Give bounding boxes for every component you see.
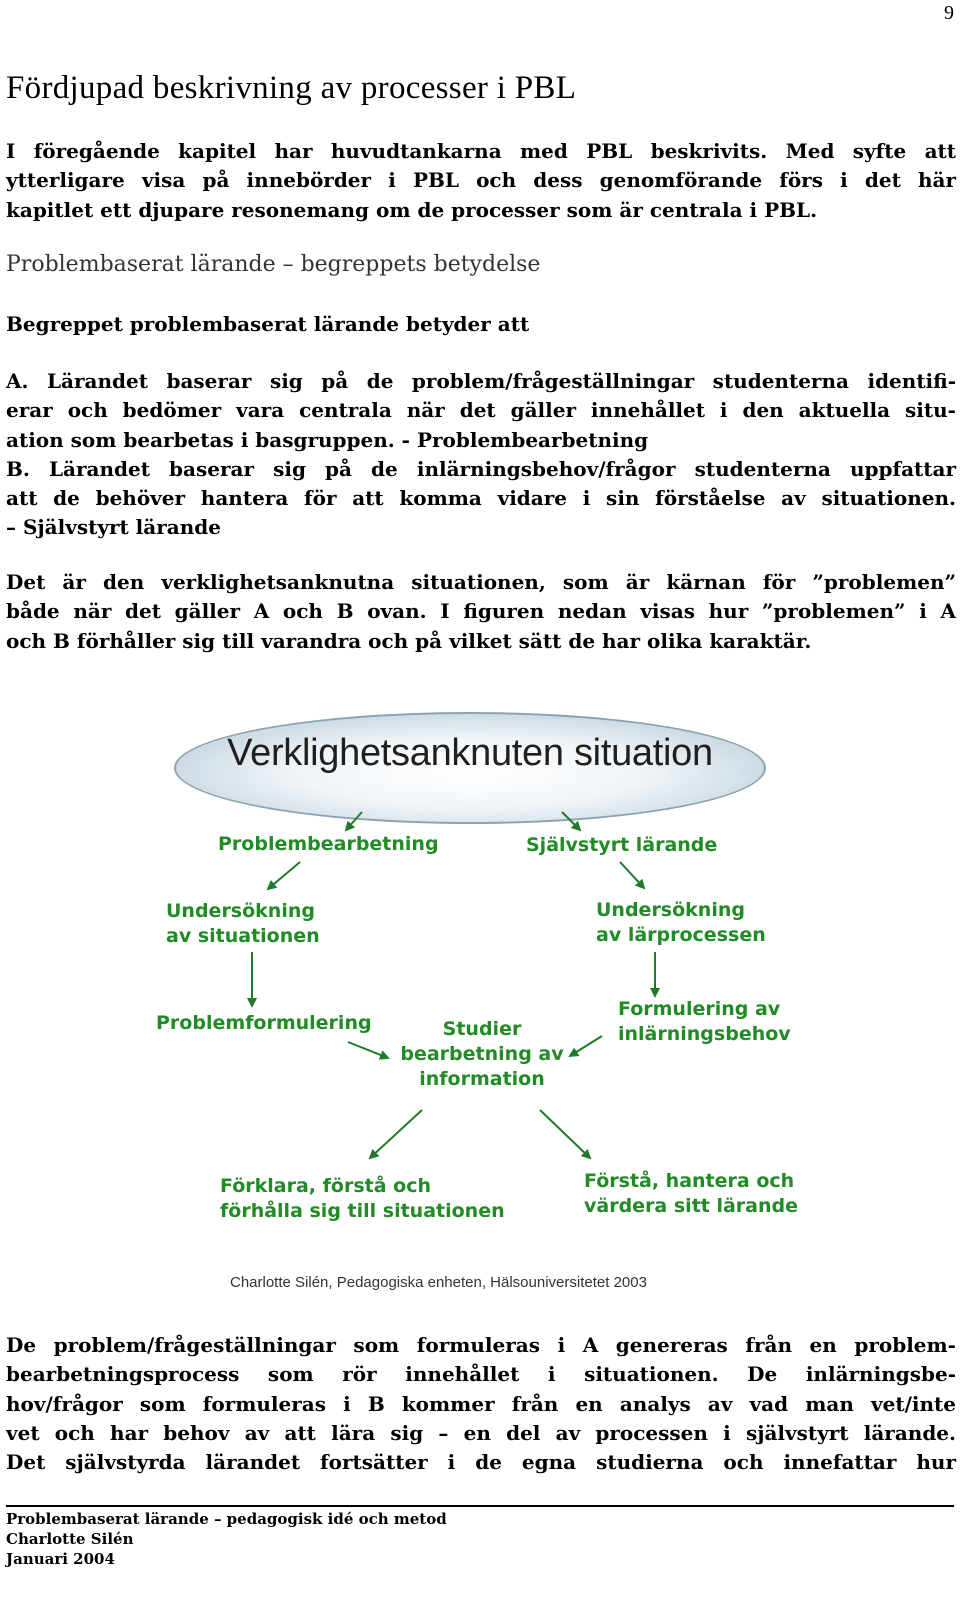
section-heading: Problembaserat lärande – begreppets betydelse <box>6 252 541 277</box>
closing-line: De problem/frågeställningar som formuleras i A genereras från en problem- <box>6 1333 956 1357</box>
definition-line: B. Lärandet baserar sig på de inlärningsbehov/frågor studenterna uppfattar <box>6 456 956 481</box>
left-formulation: Problemformulering <box>156 1012 372 1034</box>
footer-title: Problembaserat lärande – pedagogisk idé och metod <box>6 1510 447 1528</box>
context-line: både när det gäller A och B ovan. I figuren nedan visas hur ”problemen” i A <box>6 599 956 624</box>
definition-line: ation som bearbetas i basgruppen. - Problembearbetning <box>6 427 649 452</box>
page-footer <box>6 1509 447 1569</box>
footer-date: Januari 2004 <box>6 1550 115 1568</box>
definition-line: erar och bedömer vara centrala när det gäller innehållet i den aktuella situ- <box>6 398 956 423</box>
arrow-left-formulation-to-study <box>348 1042 388 1058</box>
definition-line: att de behöver hantera för att komma vidare i sin förståelse av situationen. <box>6 486 956 511</box>
right-investigation: Undersökning av lärprocessen <box>596 899 766 946</box>
page-number: 9 <box>944 2 954 24</box>
intro-paragraph <box>6 137 956 225</box>
arrow-to-left-branch <box>346 812 362 830</box>
arrow-left-branch-to-investigation <box>268 862 300 889</box>
closing-line: bearbetningsprocess som rör innehållet i situationen. De inlärningsbe- <box>6 1362 956 1387</box>
left-investigation: Undersökning av situationen <box>166 900 320 947</box>
context-paragraph <box>6 568 956 656</box>
situation-label: Verklighetsanknuten situation <box>227 732 713 774</box>
page-title: Fördjupad beskrivning av processer i PBL <box>6 70 577 106</box>
arrow-right-branch-to-investigation <box>620 862 644 888</box>
center-study: Studier bearbetning av information <box>400 1018 564 1090</box>
left-branch-title: Problembearbetning <box>218 833 439 855</box>
footer-divider <box>6 1505 954 1507</box>
intro-line: kapitlet ett djupare resonemang om de processer som är centrala i PBL. <box>6 197 818 222</box>
closing-line: hov/frågor som formuleras i B kommer från en analys av vad man vet/inte <box>6 1391 956 1416</box>
left-outcome: Förklara, förstå och förhålla sig till situationen <box>220 1175 505 1222</box>
pbl-process-figure <box>150 712 810 1322</box>
closing-line: Det självstyrda lärandet fortsätter i de egna studierna och innefattar hur <box>6 1450 956 1475</box>
intro-line: ytterligare visa på innebörder i PBL och dess genomförande förs i det här <box>6 168 956 193</box>
arrow-right-formulation-to-study <box>570 1036 602 1056</box>
right-branch-title: Självstyrt lärande <box>526 834 718 856</box>
footer-author: Charlotte Silén <box>6 1530 134 1548</box>
definition-line: – Självstyrt lärande <box>6 515 221 540</box>
closing-paragraph <box>6 1331 956 1477</box>
subheading: Begreppet problembaserat lärande betyder att <box>6 312 530 336</box>
closing-line: vet och har behov av att lära sig – en del av processen i självstyrt lärande. <box>6 1420 956 1445</box>
figure-credit: Charlotte Silén, Pedagogiska enheten, Hälsouniversitetet 2003 <box>230 1274 647 1291</box>
arrow-to-right-branch <box>562 812 580 830</box>
arrow-study-to-left-outcome <box>370 1110 422 1158</box>
right-formulation: Formulering av inlärningsbehov <box>618 998 791 1045</box>
context-line: Det är den verklighetsanknutna situationen, som är kärnan för ”problemen” <box>6 570 956 594</box>
definition-line: A. Lärandet baserar sig på de problem/frågeställningar studenterna identifi- <box>6 369 956 393</box>
context-line: och B förhåller sig till varandra och på vilket sätt de har olika karaktär. <box>6 628 812 653</box>
right-outcome: Förstå, hantera och värdera sitt lärande <box>584 1170 799 1217</box>
intro-line: I föregående kapitel har huvudtankarna med PBL beskrivits. Med syfte att <box>6 139 956 163</box>
definition-paragraph <box>6 367 956 543</box>
arrow-study-to-right-outcome <box>540 1110 590 1158</box>
